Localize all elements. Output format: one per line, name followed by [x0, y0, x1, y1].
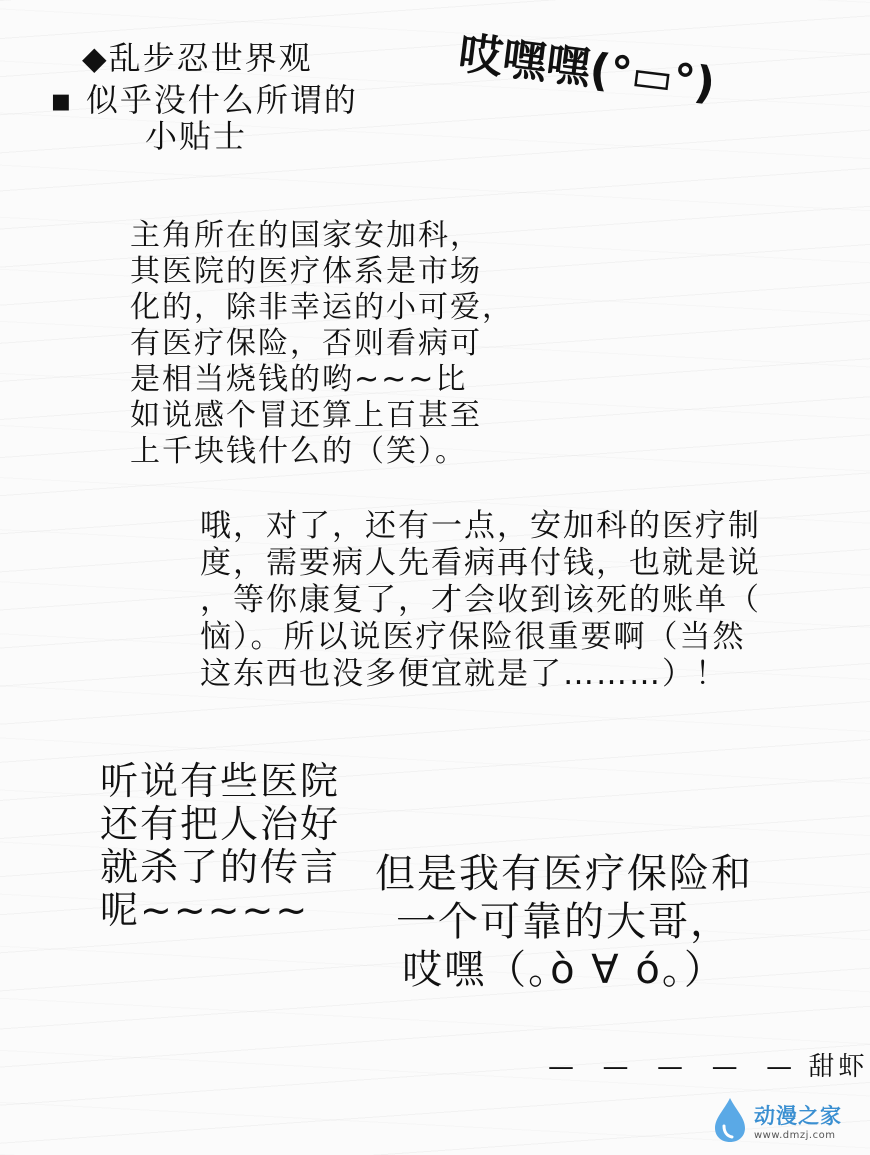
watermark-name: 动漫之家: [754, 1103, 842, 1128]
paragraph-healthcare-market: 主角所在的国家安加科， 其医院的医疗体系是市场 化的，除非幸运的小可爱， 有医疗保险，否则看病可 是相当烧钱的哟~~~比 如说感个冒还算上百甚至 上千块钱什么的（笑）。: [130, 218, 514, 469]
water-drop-icon: [712, 1096, 748, 1144]
title-exclamation: 哎嘿嘿(°▭°): [455, 28, 718, 111]
author-signature: — — — — — 甜虾: [548, 1052, 869, 1082]
paragraph-insurance-brother: 但是我有医疗保险和 一个可靠的大哥， 哎嘿（｡ò ∀ ó｡）: [375, 851, 753, 993]
paragraph-payment-after-treatment: 哦，对了，还有一点，安加科的医疗制 度，需要病人先看病再付钱，也就是说 ，等你康复了，才会收到该死的账单（ 恼）。所以说医疗保险很重要啊（当然 这东西也没多便宜就是了………）！: [200, 508, 761, 692]
watermark-url: www.dmzj.com: [754, 1129, 836, 1141]
paragraph-rumor: 听说有些医院 还有把人治好 就杀了的传言 呢~~~~~: [100, 759, 341, 932]
header-line-1: ◆乱步忍世界观: [82, 39, 313, 77]
header-line-3: 小贴士: [145, 117, 248, 155]
watermark: [712, 1092, 867, 1148]
header-line-2: ▪ 似乎没什么所谓的: [50, 81, 358, 119]
